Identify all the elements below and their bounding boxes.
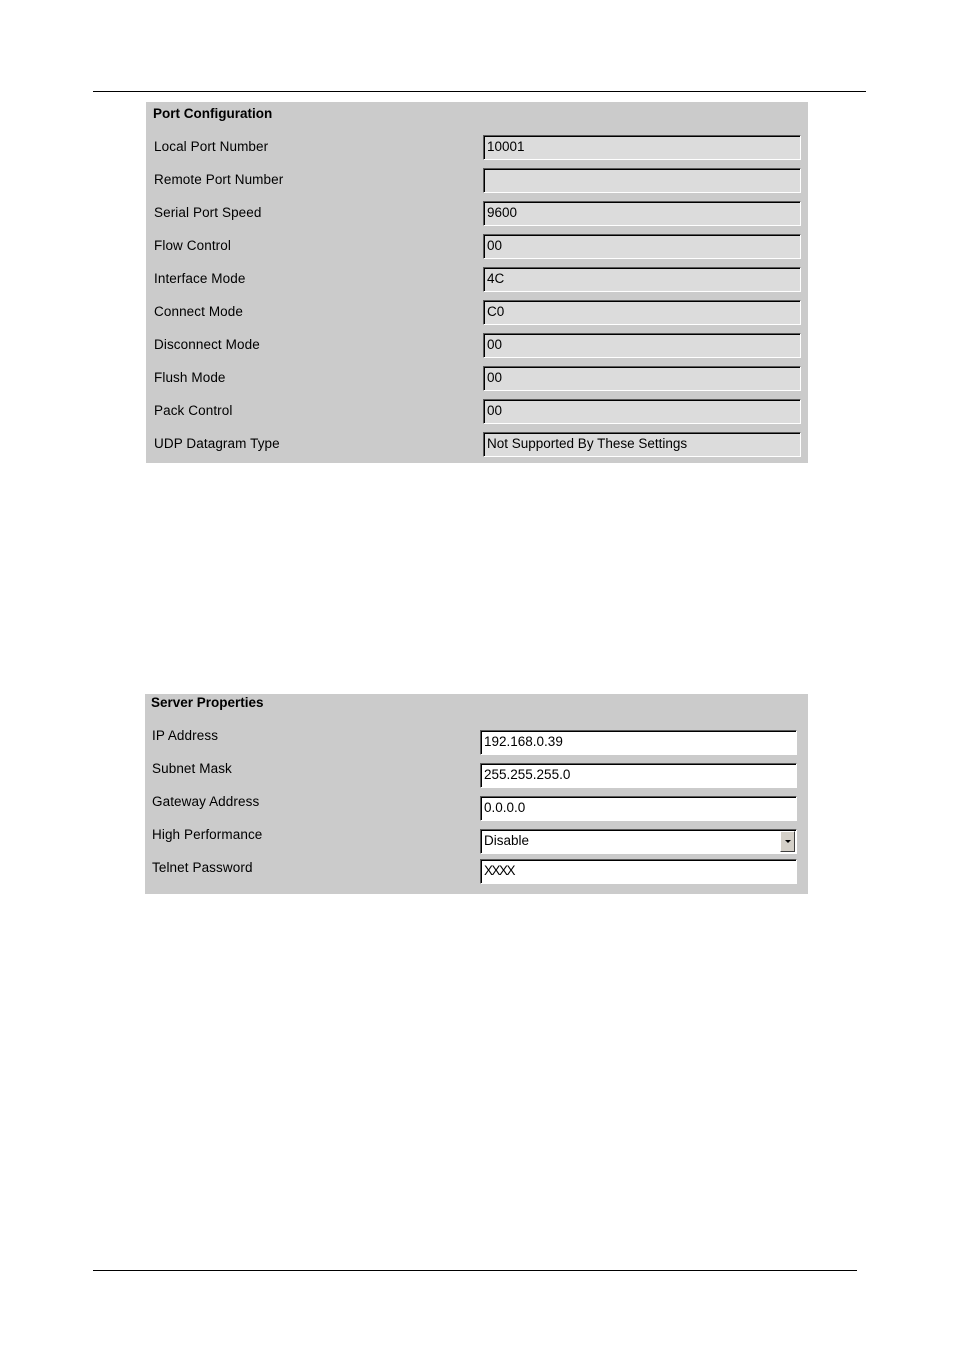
disconnect-mode-label: Disconnect Mode <box>154 337 260 352</box>
high-performance-label: High Performance <box>152 827 263 842</box>
flow-control-label: Flow Control <box>154 238 231 253</box>
high-performance-select[interactable] <box>480 829 797 854</box>
subnet-mask-input[interactable]: 255.255.255.0 <box>480 763 797 788</box>
header-rule <box>93 91 866 92</box>
flow-control-field[interactable]: 00 <box>483 234 801 259</box>
telnet-password-label: Telnet Password <box>152 860 253 875</box>
interface-mode-label: Interface Mode <box>154 271 246 286</box>
ip-address-label: IP Address <box>152 728 219 743</box>
server-properties-panel <box>145 694 808 894</box>
subnet-mask-label: Subnet Mask <box>152 761 232 776</box>
port-configuration-title: Port Configuration <box>153 106 273 121</box>
connect-mode-field[interactable]: C0 <box>483 300 801 325</box>
ip-address-input[interactable]: 192.168.0.39 <box>480 730 797 755</box>
interface-mode-field[interactable]: 4C <box>483 267 801 292</box>
local-port-number-label: Local Port Number <box>154 139 269 154</box>
udp-datagram-type-field[interactable]: Not Supported By These Settings <box>483 432 801 457</box>
telnet-password-input[interactable]: XXXX <box>480 859 797 884</box>
udp-datagram-type-label: UDP Datagram Type <box>154 436 280 451</box>
flush-mode-label: Flush Mode <box>154 370 226 385</box>
flush-mode-field[interactable]: 00 <box>483 366 801 391</box>
port-configuration-panel <box>146 102 808 463</box>
remote-port-number-field[interactable] <box>483 168 801 193</box>
local-port-number-field[interactable]: 10001 <box>483 135 801 160</box>
connect-mode-label: Connect Mode <box>154 304 244 319</box>
pack-control-field[interactable]: 00 <box>483 399 801 424</box>
chevron-down-icon[interactable] <box>780 831 795 852</box>
high-performance-selected-value: Disable <box>484 833 530 848</box>
serial-port-speed-field[interactable]: 9600 <box>483 201 801 226</box>
footer-rule <box>93 1270 857 1271</box>
disconnect-mode-field[interactable]: 00 <box>483 333 801 358</box>
gateway-address-input[interactable]: 0.0.0.0 <box>480 796 797 821</box>
serial-port-speed-label: Serial Port Speed <box>154 205 262 220</box>
server-properties-title: Server Properties <box>151 695 264 710</box>
gateway-address-label: Gateway Address <box>152 794 260 809</box>
pack-control-label: Pack Control <box>154 403 233 418</box>
remote-port-number-label: Remote Port Number <box>154 172 284 187</box>
